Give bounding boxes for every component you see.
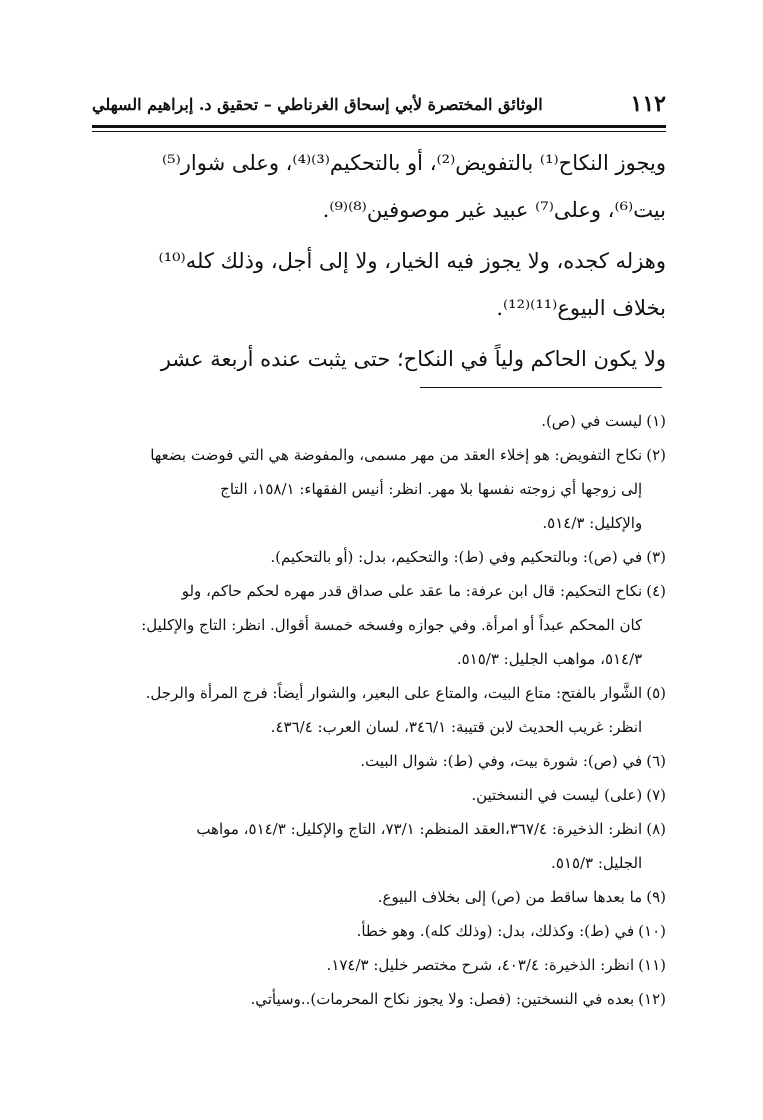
main-text-line: ويجوز النكاح⁽¹⁾ بالتفويض⁽²⁾، أو بالتحكيم⁽³⁾⁽⁴⁾، وعلى شوار⁽⁵⁾ — [162, 151, 666, 175]
footnote-3 — [92, 540, 666, 574]
footnote-text: انظر: الذخيرة: ٣٦٧/٤،العقد المنظم: ٧٣/١، التاج والإكليل: ٥١٤/٣، مواهب — [196, 820, 643, 838]
page-header — [92, 88, 666, 120]
footnote-text: ليست في (ص). — [541, 412, 643, 430]
footnote-12 — [92, 982, 666, 1016]
main-text-line: وهزله كجده، ولا يجوز فيه الخيار، ولا إلى أجل، وذلك كله⁽¹⁰⁾ — [158, 249, 666, 273]
footnote-number: (٨) — [646, 820, 666, 838]
footnote-9 — [92, 880, 666, 914]
footnote-text: في (ص): وبالتحكيم وفي (ط): والتحكيم، بدل: (أو بالتحكيم). — [270, 548, 643, 566]
footnote-text: (على) ليست في النسختين. — [471, 786, 643, 804]
footnote-number: (١١) — [638, 956, 666, 974]
footnote-number: (٣) — [646, 548, 666, 566]
footnote-number: (٤) — [646, 582, 666, 600]
footnote-text: إلى زوجها أي زوجته نفسها بلا مهر. انظر: أنيس الفقهاء: ١٥٨/١، التاج — [220, 480, 643, 498]
footnote-number: (٩) — [646, 888, 666, 906]
header-rule-thin — [92, 131, 666, 132]
footnote-number: (١٠) — [638, 922, 666, 940]
footnote-11 — [92, 948, 666, 982]
footnote-text: نكاح التفويض: هو إخلاء العقد من مهر مسمى، والمفوضة هي التي فوضت بضعها — [150, 446, 643, 464]
footnote-4 — [92, 574, 666, 676]
footnote-number: (٧) — [646, 786, 666, 804]
main-text — [92, 140, 666, 383]
footnote-8 — [92, 812, 666, 880]
footnote-text: كان المحكم عبداً أو امرأة. وفي جوازه وفسخه خمسة أقوال. انظر: التاج والإكليل: — [141, 616, 643, 634]
footnote-6 — [92, 744, 666, 778]
footnote-text: بعده في النسختين: (فصل: ولا يجوز نكاح المحرمات)..وسيأتي. — [250, 990, 635, 1008]
header-rule-thick — [92, 125, 666, 128]
main-text-line: بخلاف البيوع⁽¹¹⁾⁽¹²⁾. — [496, 296, 666, 320]
footnote-5 — [92, 676, 666, 744]
footnote-text: في (ط): وكذلك، بدل: (وذلك كله). وهو خطأ. — [356, 922, 635, 940]
footnote-text: ما بعدها ساقط من (ص) إلى بخلاف البيوع. — [377, 888, 643, 906]
footnote-10 — [92, 914, 666, 948]
footnote-text: انظر: الذخيرة: ٤٠٣/٤، شرح مختصر خليل: ١٧٤/٣. — [326, 956, 635, 974]
footnote-1 — [92, 404, 666, 438]
footnote-text: انظر: غريب الحديث لابن قتيبة: ٣٤٦/١، لسان العرب: ٤٣٦/٤. — [270, 718, 643, 736]
footnote-text: الجليل: ٥١٥/٣. — [551, 854, 643, 872]
footnote-number: (٦) — [646, 752, 666, 770]
footnote-number: (٥) — [646, 684, 666, 702]
footnote-2 — [92, 438, 666, 540]
footnote-separator — [420, 387, 662, 388]
footnote-text: والإكليل: ٥١٤/٣. — [542, 514, 643, 532]
footnote-text: نكاح التحكيم: قال ابن عرفة: ما عقد على صداق قدر مهره لحكم حاكم، ولو — [181, 582, 643, 600]
running-title: الوثائق المختصرة لأبي إسحاق الغرناطي – تحقيق د. إبراهيم السهلي — [92, 94, 543, 114]
footnote-number: (١) — [646, 412, 666, 430]
footnotes — [92, 404, 666, 1016]
main-text-line: ولا يكون الحاكم ولياً في النكاح؛ حتى يثبت عنده أربعة عشر — [160, 347, 666, 371]
footnote-text: في (ص): شورة بيت، وفي (ط): شوال البيت. — [360, 752, 643, 770]
footnote-number: (٢) — [646, 446, 666, 464]
footnote-text: الشَّوار بالفتح: متاع البيت، والمتاع على البعير، والشوار أيضاً: فرج المرأة والرجل. — [145, 684, 643, 702]
main-text-line: بيت⁽⁶⁾، وعلى⁽⁷⁾ عبيد غير موصوفين⁽⁸⁾⁽⁹⁾. — [322, 198, 666, 222]
footnote-text: ٥١٤/٣، مواهب الجليل: ٥١٥/٣. — [456, 650, 643, 668]
footnote-7 — [92, 778, 666, 812]
footnote-number: (١٢) — [638, 990, 666, 1008]
page-number: ١١٢ — [630, 91, 666, 117]
